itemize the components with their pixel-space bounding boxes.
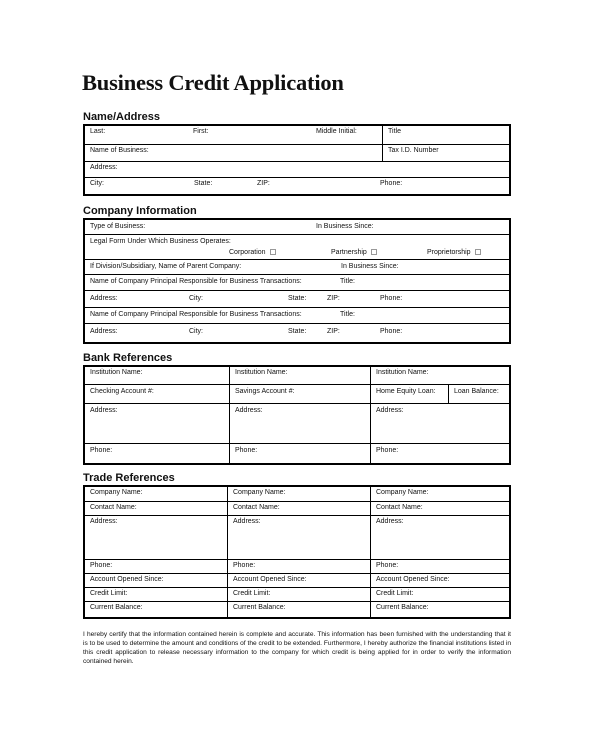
address-label: Address: xyxy=(376,407,404,414)
principal-title-label: Title: xyxy=(340,278,355,285)
address-label: Address: xyxy=(90,328,118,335)
divider xyxy=(370,588,371,601)
address-row[interactable] xyxy=(85,162,509,178)
credit-limit-label: Credit Limit: xyxy=(90,590,128,597)
bank-address-row[interactable] xyxy=(85,404,509,444)
divider xyxy=(227,502,228,515)
savings-label: Savings Account #: xyxy=(235,388,295,395)
tax-id-label: Tax I.D. Number xyxy=(388,147,439,154)
trade-box xyxy=(83,485,511,619)
trade-address-row[interactable] xyxy=(85,516,509,560)
credit-limit-label: Credit Limit: xyxy=(376,590,414,597)
bank-phone-row[interactable] xyxy=(85,444,509,463)
trade-opened-row[interactable] xyxy=(85,574,509,588)
divider xyxy=(370,602,371,617)
phone-label: Phone: xyxy=(376,447,399,454)
phone-label: Phone: xyxy=(235,447,258,454)
home-equity-label: Home Equity Loan: xyxy=(376,388,436,395)
phone-label: Phone: xyxy=(233,562,256,569)
zip-label: ZIP: xyxy=(327,295,340,302)
checking-label: Checking Account #: xyxy=(90,388,154,395)
divider xyxy=(370,516,371,559)
divider xyxy=(370,560,371,573)
last-name-label: Last: xyxy=(90,128,106,135)
phone-label: Phone: xyxy=(380,328,403,335)
corporation-checkbox[interactable] xyxy=(270,249,276,255)
principal-address-row-1[interactable] xyxy=(85,291,509,308)
zip-label: ZIP: xyxy=(257,180,270,187)
trade-balance-row[interactable] xyxy=(85,602,509,617)
opened-label: Account Opened Since: xyxy=(90,576,164,583)
corporation-label: Corporation xyxy=(229,249,266,256)
address-label: Address: xyxy=(235,407,263,414)
bank-account-row[interactable] xyxy=(85,385,509,404)
divider xyxy=(227,516,228,559)
divider xyxy=(370,574,371,587)
proprietorship-checkbox[interactable] xyxy=(475,249,481,255)
state-label: State: xyxy=(194,180,213,187)
address-label: Address: xyxy=(376,518,404,525)
since-label: In Business Since: xyxy=(316,223,374,230)
contact-name-label: Contact Name: xyxy=(90,504,137,511)
divider xyxy=(448,385,449,403)
phone-label: Phone: xyxy=(380,295,403,302)
loan-balance-label: Loan Balance: xyxy=(454,388,499,395)
divider xyxy=(229,404,230,443)
corporation-option[interactable] xyxy=(229,249,276,256)
bank-box xyxy=(83,365,511,465)
phone-label: Phone: xyxy=(90,562,113,569)
current-balance-label: Current Balance: xyxy=(376,604,429,611)
legal-form-row xyxy=(85,235,509,260)
section-heading-bank: Bank References xyxy=(83,352,173,364)
city-label: City: xyxy=(189,328,203,335)
legal-form-label: Legal Form Under Which Business Operates: xyxy=(90,238,231,245)
principal-row-1[interactable] xyxy=(85,275,509,291)
first-name-label: First: xyxy=(193,128,209,135)
title-label: Title xyxy=(388,128,401,135)
company-box xyxy=(83,218,511,344)
contact-name-label: Contact Name: xyxy=(376,504,423,511)
division-row[interactable] xyxy=(85,260,509,275)
city-label: City: xyxy=(189,295,203,302)
address-label: Address: xyxy=(233,518,261,525)
company-name-label: Company Name: xyxy=(376,489,429,496)
type-row[interactable] xyxy=(85,220,509,235)
name-row[interactable] xyxy=(85,126,509,145)
section-heading-trade: Trade References xyxy=(83,472,175,484)
divider xyxy=(227,602,228,617)
section-heading-name-address: Name/Address xyxy=(83,111,161,123)
divider xyxy=(370,487,371,501)
principal-label: Name of Company Principal Responsible for Business Transactions: xyxy=(90,278,302,285)
address-label: Address: xyxy=(90,407,118,414)
address-label: Address: xyxy=(90,295,118,302)
proprietorship-label: Proprietorship xyxy=(427,249,471,256)
principal-title-label: Title: xyxy=(340,311,355,318)
opened-label: Account Opened Since: xyxy=(376,576,450,583)
company-name-label: Company Name: xyxy=(90,489,143,496)
current-balance-label: Current Balance: xyxy=(233,604,286,611)
divider xyxy=(229,444,230,463)
business-name-label: Name of Business: xyxy=(90,147,149,154)
divider xyxy=(370,404,371,443)
divider xyxy=(382,145,383,161)
divider xyxy=(370,385,371,403)
phone-label: Phone: xyxy=(90,447,113,454)
divider xyxy=(370,444,371,463)
divider xyxy=(229,385,230,403)
section-heading-company: Company Information xyxy=(83,205,197,217)
business-name-row[interactable] xyxy=(85,145,509,162)
trade-limit-row[interactable] xyxy=(85,588,509,602)
divider xyxy=(370,367,371,384)
divider xyxy=(227,487,228,501)
trade-contact-row[interactable] xyxy=(85,502,509,516)
zip-label: ZIP: xyxy=(327,328,340,335)
divider xyxy=(227,574,228,587)
state-label: State: xyxy=(288,328,307,335)
divider xyxy=(229,367,230,384)
form-title: Business Credit Application xyxy=(82,70,344,95)
proprietorship-option[interactable] xyxy=(427,249,481,256)
institution-label: Institution Name: xyxy=(376,369,429,376)
type-label: Type of Business: xyxy=(90,223,146,230)
divider xyxy=(227,588,228,601)
city-row[interactable] xyxy=(85,178,509,194)
principal-row-2[interactable] xyxy=(85,308,509,324)
state-label: State: xyxy=(288,295,307,302)
partnership-option[interactable] xyxy=(331,249,377,256)
address-label: Address: xyxy=(90,518,118,525)
institution-label: Institution Name: xyxy=(235,369,288,376)
name-address-box xyxy=(83,124,511,196)
since2-label: In Business Since: xyxy=(341,263,399,270)
city-label: City: xyxy=(90,180,104,187)
phone-label: Phone: xyxy=(380,180,403,187)
phone-label: Phone: xyxy=(376,562,399,569)
principal-address-row-2[interactable] xyxy=(85,324,509,342)
company-name-label: Company Name: xyxy=(233,489,286,496)
partnership-checkbox[interactable] xyxy=(371,249,377,255)
divider xyxy=(227,560,228,573)
credit-limit-label: Credit Limit: xyxy=(233,590,271,597)
bank-institution-row[interactable] xyxy=(85,367,509,385)
divider xyxy=(370,502,371,515)
contact-name-label: Contact Name: xyxy=(233,504,280,511)
principal-label: Name of Company Principal Responsible for Business Transactions: xyxy=(90,311,302,318)
opened-label: Account Opened Since: xyxy=(233,576,307,583)
middle-initial-label: Middle Initial: xyxy=(316,128,357,135)
institution-label: Institution Name: xyxy=(90,369,143,376)
divider xyxy=(382,126,383,144)
trade-phone-row[interactable] xyxy=(85,560,509,574)
certification-text: I hereby certify that the information contained herein is complete and accurate. This information has been furnished with the understanding that it is to be used to determine the amount and conditions of the credit to be extended. Furthermore, I hereby authorize the financial institutions listed in this credit application to release necessary information to the company for which credit is being applied for in order to verify the information contained herein. xyxy=(83,631,511,665)
division-label: If Division/Subsidiary, Name of Parent Company: xyxy=(90,263,242,270)
current-balance-label: Current Balance: xyxy=(90,604,143,611)
partnership-label: Partnership xyxy=(331,249,367,256)
trade-company-row[interactable] xyxy=(85,487,509,502)
address-label: Address: xyxy=(90,164,118,171)
